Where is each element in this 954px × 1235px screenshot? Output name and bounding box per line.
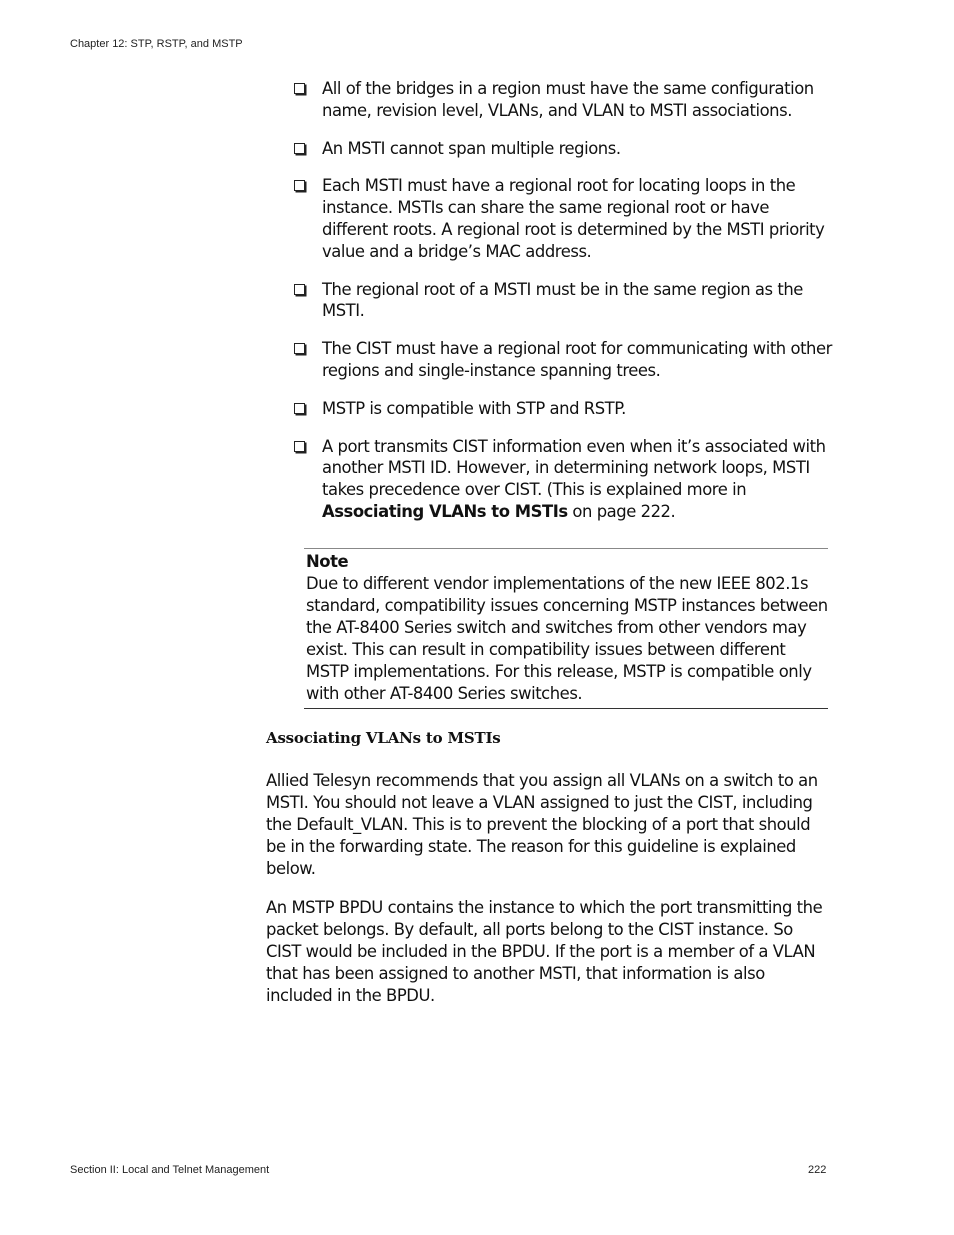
note-box bbox=[304, 548, 828, 709]
list-item bbox=[294, 338, 834, 382]
checkbox-bullet-icon bbox=[294, 284, 305, 295]
running-head: Chapter 12: STP, RSTP, and MSTP bbox=[70, 38, 243, 50]
note-body: Due to different vendor implementations of the new IEEE 802.1s standard, compatibility issues concerning MSTP instances between the AT-8400 Series switch and switches from other vendors may exist. This can result in compatibility issues between different MSTP implementations. For this release, MSTP is compatible only with other AT-8400 Series switches. bbox=[306, 574, 828, 703]
checkbox-bullet-icon bbox=[294, 83, 305, 94]
list-item bbox=[294, 175, 834, 262]
requirements-list bbox=[294, 78, 834, 539]
checkbox-bullet-icon bbox=[294, 441, 305, 452]
list-item-text: An MSTI cannot span multiple regions. bbox=[322, 138, 621, 158]
body-paragraph: Allied Telesyn recommends that you assign all VLANs on a switch to an MSTI. You should not leave a VLAN assigned to just the CIST, including the Default_VLAN. This is to prevent the blocking of a port that should be in the forwarding state. The reason for this guideline is explained below. bbox=[266, 771, 818, 878]
list-item-text: A port transmits CIST information even when it’s associated with another MSTI ID. However, in determining network loops, MSTI takes precedence over CIST. (This is explained more in bbox=[322, 436, 826, 500]
list-item bbox=[294, 398, 834, 420]
cross-reference-link[interactable]: Associating VLANs to MSTIs bbox=[322, 501, 568, 521]
list-item bbox=[294, 436, 834, 523]
checkbox-bullet-icon bbox=[294, 143, 305, 154]
footer-section-label: Section II: Local and Telnet Management bbox=[70, 1164, 270, 1176]
checkbox-bullet-icon bbox=[294, 403, 305, 414]
list-item bbox=[294, 138, 834, 160]
note-title: Note bbox=[306, 552, 349, 571]
list-item bbox=[294, 78, 834, 122]
section-heading: Associating VLANs to MSTIs bbox=[266, 729, 501, 747]
checkbox-bullet-icon bbox=[294, 180, 305, 191]
list-item-text: Each MSTI must have a regional root for locating loops in the instance. MSTIs can share the same regional root or have different roots. A regional root is determined by the MSTI priority value and a bridge’s MAC address. bbox=[322, 176, 825, 261]
list-item-text: MSTP is compatible with STP and RSTP. bbox=[322, 398, 626, 418]
body-paragraph: An MSTP BPDU contains the instance to which the port transmitting the packet belongs. By default, all ports belong to the CIST instance. So CIST would be included in the BPDU. If the port is a member of a VLAN that has been assigned to another MSTI, that information is also included in the BPDU. bbox=[266, 898, 823, 1005]
checkbox-bullet-icon bbox=[294, 343, 305, 354]
list-item-text: All of the bridges in a region must have the same configuration name, revision level, VLANs, and VLAN to MSTI associations. bbox=[322, 79, 814, 120]
list-item bbox=[294, 279, 834, 323]
list-item-text: The CIST must have a regional root for communicating with other regions and single-instance spanning trees. bbox=[322, 339, 832, 380]
list-item-text: The regional root of a MSTI must be in the same region as the MSTI. bbox=[322, 279, 803, 321]
list-item-tail: on page 222. bbox=[567, 501, 676, 521]
page-number: 222 bbox=[808, 1164, 827, 1176]
